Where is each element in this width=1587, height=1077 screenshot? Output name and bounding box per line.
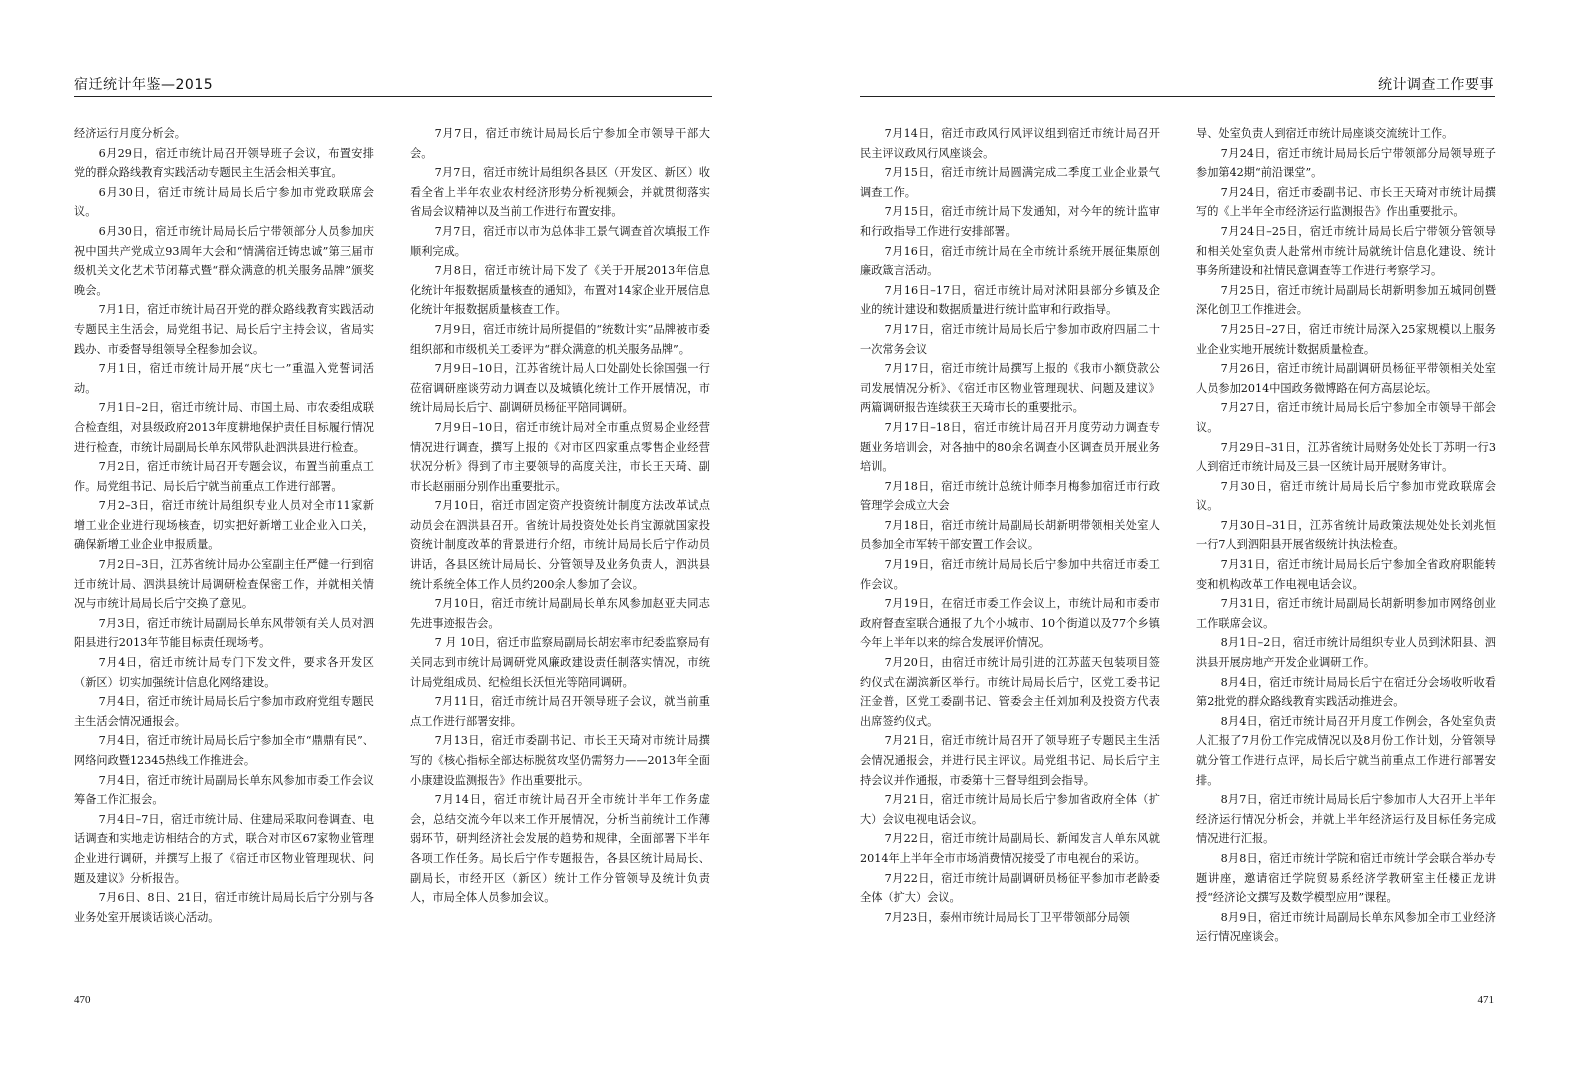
paragraph: 7月14日，宿迁市统计局召开全市统计半年工作务虚会，总结交流今年以来工作开展情况，分析当前统计工作薄弱环节，研判经济社会发展的趋势和规律，全面部署下半年各项工作任务。局长后宁作专题报告，各县区统计局局长、副局长，市经开区（新区）统计工作分管领导及统计负责人，市局全体人员参加会议。 <box>410 793 710 905</box>
right-page-number: 471 <box>1477 994 1494 1006</box>
paragraph: 7月19日，在宿迁市委工作会议上，市统计局和市委市政府督查室联合通报了九个小城市、10个街道以及77个乡镇今年上半年以来的综合发展评价情况。 <box>860 597 1160 650</box>
paragraph: 7月3日，宿迁市统计局副局长单东风带领有关人员对泗阳县进行2013年节能目标责任现场考。 <box>74 616 374 650</box>
paragraph: 7月24日–25日，宿迁市统计局局长后宁带领分管领导和相关处室负责人赴常州市统计局就统计信息化建设、统计事务所建设和社情民意调查等工作进行考察学习。 <box>1196 224 1496 278</box>
paragraph: 经济运行月度分析会。 <box>74 127 186 140</box>
paragraph: 7月4日，宿迁市统计局副局长单东风参加市委工作会议筹备工作汇报会。 <box>74 773 374 807</box>
paragraph: 7月18日，宿迁市统计总统计师李月梅参加宿迁市行政管理学会成立大会 <box>860 479 1160 513</box>
paragraph: 6月29日，宿迁市统计局召开领导班子会议，布置安排党的群众路线教育实践活动专题民主生活会相关事宜。 <box>74 146 374 180</box>
paragraph: 导、处室负责人到宿迁市统计局座谈交流统计工作。 <box>1196 127 1454 140</box>
paragraph: 7月27日，宿迁市统计局局长后宁参加全市领导干部会议。 <box>1196 401 1496 434</box>
paragraph: 7月10日，宿迁市固定资产投资统计制度方法改革试点动员会在泗洪县召开。省统计局投资处处长肖宝源就国家投资统计制度改革的背景进行介绍，市统计局局长后宁作动员讲话，各县区统计局局长、分管领导及业务负责人，泗洪县统计系统全体工作人员约200余人参加了会议。 <box>410 499 710 591</box>
paragraph: 7月30日–31日，江苏省统计局政策法规处处长刘兆恒一行7人到泗阳县开展省级统计执法检查。 <box>1196 518 1496 552</box>
paragraph: 7月1日–2日，宿迁市统计局、市国土局、市农委组成联合检查组，对县级政府2013年度耕地保护责任目标履行情况进行检查，市统计局副局长单东风带队赴泗洪县进行检查。 <box>74 401 374 454</box>
paragraph: 7月16日，宿迁市统计局在全市统计系统开展征集原创廉政箴言活动。 <box>860 244 1160 278</box>
right-column-1 <box>860 124 1160 927</box>
paragraph: 7月21日，宿迁市统计局局长后宁参加省政府全体（扩大）会议电视电话会议。 <box>860 793 1160 826</box>
paragraph: 7月17日，宿迁市统计局局长后宁参加市政府四届二十一次常务会议 <box>860 322 1160 356</box>
left-page <box>0 0 793 1077</box>
paragraph: 7月4日，宿迁市统计局局长后宁参加全市“鼎鼎有民”、网络问政暨12345热线工作推进会。 <box>74 734 374 767</box>
paragraph: 8月9日，宿迁市统计局副局长单东风参加全市工业经济运行情况座谈会。 <box>1196 910 1496 944</box>
paragraph: 7月18日，宿迁市统计局副局长胡新明带领相关处室人员参加全市军转干部安置工作会议。 <box>860 518 1160 552</box>
paragraph: 7月30日，宿迁市统计局局长后宁参加市党政联席会议。 <box>1196 479 1496 513</box>
paragraph: 7月26日，宿迁市统计局副调研员杨征平带领相关处室人员参加2014中国政务微博路在何方高层论坛。 <box>1196 362 1496 395</box>
paragraph: 8月4日，宿迁市统计局召开月度工作例会，各处室负责人汇报了7月份工作完成情况以及8月份工作计划，分管领导就分管工作进行点评，局长后宁就当前重点工作进行部署安排。 <box>1196 714 1496 787</box>
paragraph: 7月2–3日，宿迁市统计局组织专业人员对全市11家新增工业企业进行现场核查，切实把好新增工业企业入口关，确保新增工业企业申报质量。 <box>74 499 374 552</box>
paragraph: 7月6日、8日、21日，宿迁市统计局局长后宁分别与各业务处室开展谈话谈心活动。 <box>74 891 374 924</box>
paragraph: 7月29日–31日，江苏省统计局财务处处长丁苏明一行3人到宿迁市统计局及三县一区统计局开展财务审计。 <box>1196 440 1496 474</box>
paragraph: 7月15日，宿迁市统计局下发通知，对今年的统计监审和行政指导工作进行安排部署。 <box>860 205 1160 238</box>
paragraph: 6月30日，宿迁市统计局局长后宁参加市党政联席会议。 <box>74 185 374 219</box>
paragraph: 7月17日，宿迁市统计局撰写上报的《我市小额贷款公司发展情况分析》、《宿迁市区物业管理现状、问题及建议》两篇调研报告连续获王天琦市长的重要批示。 <box>860 362 1160 415</box>
paragraph: 7月24日，宿迁市统计局局长后宁带领部分局领导班子参加第42期“前沿课堂”。 <box>1196 146 1496 180</box>
paragraph: 8月4日，宿迁市统计局局长后宁在宿迁分会场收听收看第2批党的群众路线教育实践活动推进会。 <box>1196 675 1496 709</box>
paragraph: 8月8日，宿迁市统计学院和宿迁市统计学会联合举办专题讲座，邀请宿迁学院贸易系经济学教研室主任楼正龙讲授“经济论文撰写及数学模型应用”课程。 <box>1196 851 1496 905</box>
right-header-rule <box>860 96 1495 97</box>
paragraph: 7月25日–27日，宿迁市统计局深入25家规模以上服务业企业实地开展统计数据质量检查。 <box>1196 322 1496 356</box>
paragraph: 7月14日，宿迁市政风行风评议组到宿迁市统计局召开民主评议政风行风座谈会。 <box>860 127 1160 160</box>
paragraph: 8月1日–2日，宿迁市统计局组织专业人员到沭阳县、泗洪县开展房地产开发企业调研工作。 <box>1196 636 1496 670</box>
paragraph: 7月8日，宿迁市统计局下发了《关于开展2013年信息化统计年报数据质量核查的通知》，布置对14家企业开展信息化统计年报数据质量核查工作。 <box>410 264 710 317</box>
paragraph: 7月31日，宿迁市统计局局长后宁参加全省政府职能转变和机构改革工作电视电话会议。 <box>1196 558 1496 591</box>
paragraph: 7月1日，宿迁市统计局开展“庆七一”重温入党誓词活动。 <box>74 362 374 395</box>
paragraph: 7月9日–10日，宿迁市统计局对全市重点贸易企业经营情况进行调查，撰写上报的《对市区四家重点零售企业经营状况分析》得到了市主要领导的高度关注，市长王天琦、副市长赵丽丽分别作出重要批示。 <box>410 420 710 493</box>
paragraph: 7月1日，宿迁市统计局召开党的群众路线教育实践活动专题民主生活会，局党组书记、局长后宁主持会议，省局实践办、市委督导组领导全程参加会议。 <box>74 303 374 356</box>
paragraph: 7月19日，宿迁市统计局局长后宁参加中共宿迁市委工作会议。 <box>860 558 1160 591</box>
paragraph: 7月7日，宿迁市统计局组织各县区（开发区、新区）收看全省上半年农业农村经济形势分析视频会，并就贯彻落实省局会议精神以及当前工作进行布置安排。 <box>410 166 710 219</box>
left-column-2 <box>410 124 710 908</box>
paragraph: 6月30日，宿迁市统计局局长后宁带领部分人员参加庆祝中国共产党成立93周年大会和“情满宿迁铸忠诚”第三届市级机关文化艺术节闭幕式暨“群众满意的机关服务品牌”颁奖晚会。 <box>74 224 374 297</box>
paragraph: 7月24日，宿迁市委副书记、市长王天琦对市统计局撰写的《上半年全市经济运行监测报告》作出重要批示。 <box>1196 185 1496 219</box>
paragraph: 7月4日，宿迁市统计局专门下发文件，要求各开发区（新区）切实加强统计信息化网络建设。 <box>74 656 374 689</box>
paragraph: 7月22日，宿迁市统计局副调研员杨征平参加市老龄委全体（扩大）会议。 <box>860 871 1160 905</box>
paragraph: 7月17日–18日，宿迁市统计局召开月度劳动力调查专题业务培训会，对各抽中的80余名调查小区调查员开展业务培训。 <box>860 420 1160 474</box>
right-column-2 <box>1196 124 1496 947</box>
paragraph: 7月31日，宿迁市统计局副局长胡新明参加市网络创业工作联席会议。 <box>1196 597 1496 630</box>
right-page-header: 统计调查工作要事 <box>1378 77 1494 93</box>
left-page-number: 470 <box>74 994 91 1006</box>
paragraph: 7月2日–3日，江苏省统计局办公室副主任严健一行到宿迁市统计局、泗洪县统计局调研检查保密工作，并就相关情况与市统计局局长后宁交换了意见。 <box>74 558 374 611</box>
left-column-1 <box>74 124 374 927</box>
paragraph: 7月21日，宿迁市统计局召开了领导班子专题民主生活会情况通报会，并进行民主评议。局党组书记、局长后宁主持会议并作通报，市委第十三督导组到会指导。 <box>860 734 1160 787</box>
paragraph: 7月13日，宿迁市委副书记、市长王天琦对市统计局撰写的《核心指标全部达标脱贫攻坚仍需努力——2013年全面小康建设监测报告》作出重要批示。 <box>410 734 710 787</box>
right-page <box>794 0 1587 1077</box>
left-page-header: 宿迁统计年鉴—2015 <box>74 77 214 93</box>
paragraph: 7月20日，由宿迁市统计局引进的江苏蓝天包装项目签约仪式在湖滨新区举行。市统计局局长后宁，区党工委书记汪金普，区党工委副书记、管委会主任刘加利及投资方代表出席签约仪式。 <box>860 656 1160 728</box>
left-header-rule <box>74 96 712 97</box>
paragraph: 7月22日，宿迁市统计局副局长、新闻发言人单东风就2014年上半年全市市场消费情况接受了市电视台的采访。 <box>860 832 1160 865</box>
paragraph: 8月7日，宿迁市统计局局长后宁参加市人大召开上半年经济运行情况分析会，并就上半年经济运行及目标任务完成情况进行汇报。 <box>1196 793 1496 846</box>
paragraph: 7月4日，宿迁市统计局局长后宁参加市政府党组专题民主生活会情况通报会。 <box>74 695 374 728</box>
paragraph: 7月10日，宿迁市统计局副局长单东风参加赵亚夫同志先进事迹报告会。 <box>410 597 710 630</box>
paragraph: 7月7日，宿迁市统计局局长后宁参加全市领导干部大会。 <box>410 127 710 160</box>
paragraph: 7月25日，宿迁市统计局副局长胡新明参加五城同创暨深化创卫工作推进会。 <box>1196 283 1496 317</box>
paragraph: 7月4日–7日，宿迁市统计局、住建局采取问卷调查、电话调查和实地走访相结合的方式，联合对市区67家物业管理企业进行调研，并撰写上报了《宿迁市区物业管理现状、问题及建议》分析报告。 <box>74 812 374 885</box>
paragraph: 7 月 10日，宿迁市监察局副局长胡宏率市纪委监察局有关同志到市统计局调研党风廉政建设责任制落实情况，市统计局党组成员、纪检组长沃恒光等陪同调研。 <box>410 636 710 689</box>
paragraph: 7月9日–10日，江苏省统计局人口处副处长徐国强一行莅宿调研座谈劳动力调查以及城镇化统计工作开展情况，市统计局局长后宁、副调研员杨征平陪同调研。 <box>410 362 710 415</box>
paragraph: 7月16日–17日，宿迁市统计局对沭阳县部分乡镇及企业的统计建设和数据质量进行统计监审和行政指导。 <box>860 283 1160 317</box>
paragraph: 7月7日，宿迁市以市为总体非工景气调查首次填报工作顺利完成。 <box>410 224 710 258</box>
paragraph: 7月11日，宿迁市统计局召开领导班子会议，就当前重点工作进行部署安排。 <box>410 695 710 728</box>
paragraph: 7月23日，泰州市统计局局长丁卫平带领部分局领 <box>884 910 1130 924</box>
paragraph: 7月9日，宿迁市统计局所提倡的“统数计实”品牌被市委组织部和市级机关工委评为“群众满意的机关服务品牌”。 <box>410 322 710 356</box>
paragraph: 7月2日，宿迁市统计局召开专题会议，布置当前重点工作。局党组书记、局长后宁就当前重点工作进行部署。 <box>74 460 374 493</box>
paragraph: 7月15日，宿迁市统计局圆满完成二季度工业企业景气调查工作。 <box>860 166 1160 199</box>
